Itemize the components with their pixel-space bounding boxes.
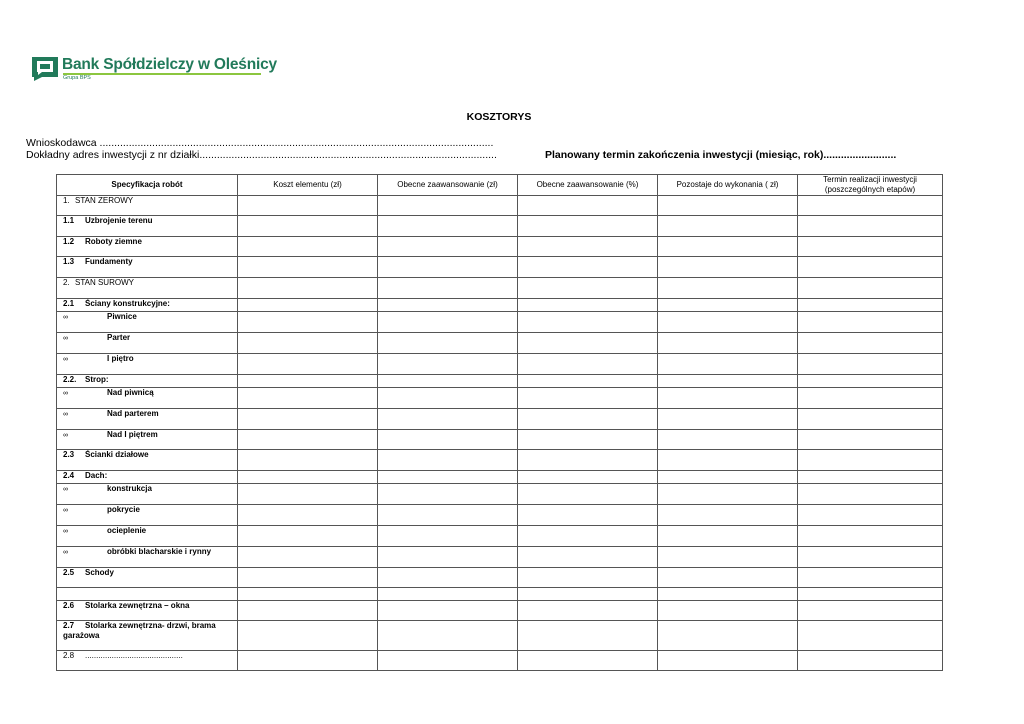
table-cell[interactable] xyxy=(378,547,518,568)
table-cell[interactable] xyxy=(798,547,943,568)
row-number: ∞ xyxy=(63,356,68,363)
table-cell[interactable] xyxy=(378,278,518,299)
table-row xyxy=(57,621,943,651)
table-cell[interactable] xyxy=(518,299,658,312)
bank-group-label: Grupa BPS xyxy=(63,75,91,81)
table-cell[interactable] xyxy=(658,257,798,278)
row-number: 2.8 xyxy=(63,651,75,660)
row-label xyxy=(57,547,238,568)
table-cell[interactable] xyxy=(238,216,378,237)
row-label xyxy=(57,278,238,299)
table-cell[interactable] xyxy=(658,471,798,484)
table-cell[interactable] xyxy=(658,621,798,651)
table-cell[interactable] xyxy=(798,257,943,278)
table-cell[interactable] xyxy=(518,651,658,671)
row-text: obróbki blacharskie i rynny xyxy=(107,547,212,556)
table-row xyxy=(57,196,943,216)
row-text: STAN ZEROWY xyxy=(75,196,134,205)
row-number: 2.1 xyxy=(63,299,75,308)
row-label xyxy=(57,312,238,333)
table-cell[interactable] xyxy=(798,375,943,388)
row-label xyxy=(57,388,238,409)
row-label xyxy=(57,354,238,375)
table-cell[interactable] xyxy=(238,354,378,375)
table-cell[interactable] xyxy=(238,621,378,651)
address-field: Dokładny adres inwestycji z nr działki...................................................................................................... xyxy=(26,149,497,161)
row-number: ∞ xyxy=(63,486,68,493)
table-cell[interactable] xyxy=(238,547,378,568)
table-cell[interactable] xyxy=(798,354,943,375)
table-cell[interactable] xyxy=(518,621,658,651)
table-cell[interactable] xyxy=(658,333,798,354)
table-cell[interactable] xyxy=(378,601,518,621)
table-row xyxy=(57,588,943,601)
table-cell[interactable] xyxy=(518,588,658,601)
table-cell[interactable] xyxy=(658,484,798,505)
table-cell[interactable] xyxy=(798,409,943,430)
table-cell[interactable] xyxy=(798,430,943,450)
table-cell[interactable] xyxy=(238,409,378,430)
table-cell[interactable] xyxy=(518,312,658,333)
table-cell[interactable] xyxy=(518,278,658,299)
table-row xyxy=(57,505,943,526)
table-row xyxy=(57,471,943,484)
row-number: 2.2. xyxy=(63,375,77,384)
row-text: Piwnice xyxy=(107,312,137,321)
table-cell[interactable] xyxy=(798,237,943,257)
row-number: 1.3 xyxy=(63,257,75,266)
row-number: 1. xyxy=(63,196,70,205)
row-number: ∞ xyxy=(63,335,68,342)
table-row xyxy=(57,601,943,621)
row-text: Stolarka zewnętrzna – okna xyxy=(85,601,190,610)
table-cell[interactable] xyxy=(518,409,658,430)
table-cell[interactable] xyxy=(518,388,658,409)
table-cell[interactable] xyxy=(518,257,658,278)
row-text: Parter xyxy=(107,333,131,342)
row-text: Roboty ziemne xyxy=(85,237,142,246)
row-label xyxy=(57,450,238,471)
row-label xyxy=(57,484,238,505)
row-number: ∞ xyxy=(63,528,68,535)
row-text: Strop: xyxy=(85,375,109,384)
row-label xyxy=(57,409,238,430)
table-cell[interactable] xyxy=(238,257,378,278)
table-cell[interactable] xyxy=(378,651,518,671)
table-cell[interactable] xyxy=(238,588,378,601)
table-cell[interactable] xyxy=(378,484,518,505)
table-cell[interactable] xyxy=(518,526,658,547)
table-cell[interactable] xyxy=(798,601,943,621)
table-cell[interactable] xyxy=(238,526,378,547)
row-text: I piętro xyxy=(107,354,134,363)
table-row xyxy=(57,257,943,278)
table-cell[interactable] xyxy=(798,312,943,333)
table-cell[interactable] xyxy=(798,333,943,354)
table-cell[interactable] xyxy=(658,354,798,375)
row-number: 2.4 xyxy=(63,471,75,480)
table-cell[interactable] xyxy=(238,505,378,526)
bank-name: Bank Spółdzielczy w Oleśnicy xyxy=(62,56,277,73)
row-label xyxy=(57,299,238,312)
table-cell[interactable] xyxy=(378,505,518,526)
table-row xyxy=(57,278,943,299)
table-cell[interactable] xyxy=(378,216,518,237)
table-cell[interactable] xyxy=(658,375,798,388)
row-label xyxy=(57,651,238,671)
table-cell[interactable] xyxy=(238,388,378,409)
column-header-progress-percent: Obecne zaawansowanie (%) xyxy=(518,175,658,196)
table-cell[interactable] xyxy=(378,354,518,375)
table-cell[interactable] xyxy=(658,651,798,671)
table-cell[interactable] xyxy=(518,333,658,354)
row-label xyxy=(57,621,238,651)
table-cell[interactable] xyxy=(658,588,798,601)
row-label xyxy=(57,526,238,547)
table-cell[interactable] xyxy=(798,196,943,216)
table-cell[interactable] xyxy=(798,526,943,547)
row-label xyxy=(57,588,238,601)
table-cell[interactable] xyxy=(518,601,658,621)
table-cell[interactable] xyxy=(798,588,943,601)
table-cell[interactable] xyxy=(658,216,798,237)
table-cell[interactable] xyxy=(798,216,943,237)
table-cell[interactable] xyxy=(518,547,658,568)
row-number: 2. xyxy=(63,278,70,287)
column-header-remaining: Pozostaje do wykonania ( zł) xyxy=(658,175,798,196)
table-cell[interactable] xyxy=(238,312,378,333)
row-number: ∞ xyxy=(63,411,68,418)
row-label xyxy=(57,237,238,257)
table-cell[interactable] xyxy=(238,450,378,471)
row-number: ∞ xyxy=(63,390,68,397)
row-number: 2.7 xyxy=(63,621,75,630)
table-cell[interactable] xyxy=(378,409,518,430)
table-cell[interactable] xyxy=(658,505,798,526)
table-cell[interactable] xyxy=(238,484,378,505)
table-cell[interactable] xyxy=(378,430,518,450)
table-cell[interactable] xyxy=(798,299,943,312)
table-cell[interactable] xyxy=(238,333,378,354)
table-cell[interactable] xyxy=(238,651,378,671)
table-cell[interactable] xyxy=(238,278,378,299)
row-label xyxy=(57,568,238,588)
table-cell[interactable] xyxy=(238,601,378,621)
table-cell[interactable] xyxy=(658,237,798,257)
row-text: Dach: xyxy=(85,471,108,480)
table-row xyxy=(57,484,943,505)
table-cell[interactable] xyxy=(658,312,798,333)
table-row xyxy=(57,216,943,237)
table-cell[interactable] xyxy=(518,568,658,588)
table-row xyxy=(57,299,943,312)
table-cell[interactable] xyxy=(658,601,798,621)
table-cell[interactable] xyxy=(658,568,798,588)
row-number: 2.5 xyxy=(63,568,75,577)
table-cell[interactable] xyxy=(378,588,518,601)
table-cell[interactable] xyxy=(378,257,518,278)
row-number: 2.6 xyxy=(63,601,75,610)
cost-estimate-table xyxy=(56,174,943,671)
row-number: ∞ xyxy=(63,549,68,556)
table-row xyxy=(57,568,943,588)
table-cell[interactable] xyxy=(658,450,798,471)
row-text: Nad piwnicą xyxy=(107,388,154,397)
table-row xyxy=(57,237,943,257)
column-header-progress-amount: Obecne zaawansowanie (zł) xyxy=(378,175,518,196)
table-cell[interactable] xyxy=(658,299,798,312)
table-cell[interactable] xyxy=(378,375,518,388)
row-label xyxy=(57,333,238,354)
row-text: Uzbrojenie terenu xyxy=(85,216,153,225)
table-cell[interactable] xyxy=(518,484,658,505)
column-header-deadline: Termin realizacji inwestycji (poszczególnych etapów) xyxy=(798,175,943,196)
row-text: konstrukcja xyxy=(107,484,152,493)
table-row xyxy=(57,430,943,450)
table-cell[interactable] xyxy=(378,237,518,257)
row-text: ............................................ xyxy=(85,651,183,660)
table-cell[interactable] xyxy=(798,471,943,484)
table-cell[interactable] xyxy=(518,430,658,450)
row-text: Ściany konstrukcyjne: xyxy=(85,299,170,308)
table-row xyxy=(57,526,943,547)
deadline-field: Planowany termin zakończenia inwestycji (miesiąc, rok)......................... xyxy=(545,149,897,161)
row-label xyxy=(57,216,238,237)
row-number: ∞ xyxy=(63,507,68,514)
table-row xyxy=(57,547,943,568)
table-cell[interactable] xyxy=(798,621,943,651)
row-label xyxy=(57,257,238,278)
table-row xyxy=(57,388,943,409)
column-header-spec: Specyfikacja robót xyxy=(57,175,238,196)
table-cell[interactable] xyxy=(238,237,378,257)
table-cell[interactable] xyxy=(658,409,798,430)
table-cell[interactable] xyxy=(658,388,798,409)
table-row xyxy=(57,375,943,388)
table-cell[interactable] xyxy=(378,196,518,216)
table-cell[interactable] xyxy=(518,450,658,471)
table-cell[interactable] xyxy=(378,312,518,333)
table-row xyxy=(57,312,943,333)
table-cell[interactable] xyxy=(238,299,378,312)
table-cell[interactable] xyxy=(798,568,943,588)
table-cell[interactable] xyxy=(658,547,798,568)
row-label xyxy=(57,430,238,450)
document-title: KOSZTORYS xyxy=(466,111,532,123)
table-cell[interactable] xyxy=(378,450,518,471)
row-text: STAN SUROWY xyxy=(75,278,134,287)
table-row xyxy=(57,450,943,471)
bank-logo xyxy=(30,56,277,84)
table-cell[interactable] xyxy=(238,471,378,484)
table-cell[interactable] xyxy=(798,505,943,526)
table-cell[interactable] xyxy=(798,278,943,299)
table-cell[interactable] xyxy=(658,196,798,216)
row-text: Schody xyxy=(85,568,114,577)
table-cell[interactable] xyxy=(798,450,943,471)
table-row xyxy=(57,333,943,354)
row-text: Fundamenty xyxy=(85,257,133,266)
applicant-field: Wnioskodawca ....................................................................................................................................... xyxy=(26,137,494,149)
logo-underline xyxy=(63,73,261,75)
table-cell[interactable] xyxy=(238,430,378,450)
table-cell[interactable] xyxy=(798,388,943,409)
table-cell[interactable] xyxy=(518,375,658,388)
table-cell[interactable] xyxy=(238,196,378,216)
row-label xyxy=(57,375,238,388)
row-number: 1.2 xyxy=(63,237,75,246)
table-cell[interactable] xyxy=(518,505,658,526)
table-cell[interactable] xyxy=(378,471,518,484)
row-label xyxy=(57,505,238,526)
table-cell[interactable] xyxy=(378,333,518,354)
table-cell[interactable] xyxy=(658,430,798,450)
row-label xyxy=(57,601,238,621)
table-cell[interactable] xyxy=(518,216,658,237)
table-cell[interactable] xyxy=(238,568,378,588)
table-cell[interactable] xyxy=(658,278,798,299)
row-label xyxy=(57,196,238,216)
column-header-cost: Koszt elementu (zł) xyxy=(238,175,378,196)
table-cell[interactable] xyxy=(798,651,943,671)
table-row xyxy=(57,651,943,671)
table-cell[interactable] xyxy=(238,375,378,388)
row-text: pokrycie xyxy=(107,505,140,514)
row-text: ocieplenie xyxy=(107,526,147,535)
row-text: Nad parterem xyxy=(107,409,159,418)
table-cell[interactable] xyxy=(378,299,518,312)
table-cell[interactable] xyxy=(378,621,518,651)
table-cell[interactable] xyxy=(518,354,658,375)
table-cell[interactable] xyxy=(378,568,518,588)
table-header-row xyxy=(57,175,943,196)
table-cell[interactable] xyxy=(518,237,658,257)
row-number: 1.1 xyxy=(63,216,75,225)
bank-logo-icon xyxy=(30,56,60,82)
table-cell[interactable] xyxy=(658,526,798,547)
row-label xyxy=(57,471,238,484)
table-cell[interactable] xyxy=(518,471,658,484)
table-row xyxy=(57,354,943,375)
table-cell[interactable] xyxy=(798,484,943,505)
table-row xyxy=(57,409,943,430)
table-cell[interactable] xyxy=(378,526,518,547)
table-cell[interactable] xyxy=(518,196,658,216)
row-number: 2.3 xyxy=(63,450,75,459)
row-text: Stolarka zewnętrzna- drzwi, brama garażowa xyxy=(63,621,216,640)
row-text: Nad I piętrem xyxy=(107,430,158,439)
row-number: ∞ xyxy=(63,314,68,321)
row-number: ∞ xyxy=(63,432,68,439)
row-text: Ścianki działowe xyxy=(85,450,149,459)
table-cell[interactable] xyxy=(378,388,518,409)
